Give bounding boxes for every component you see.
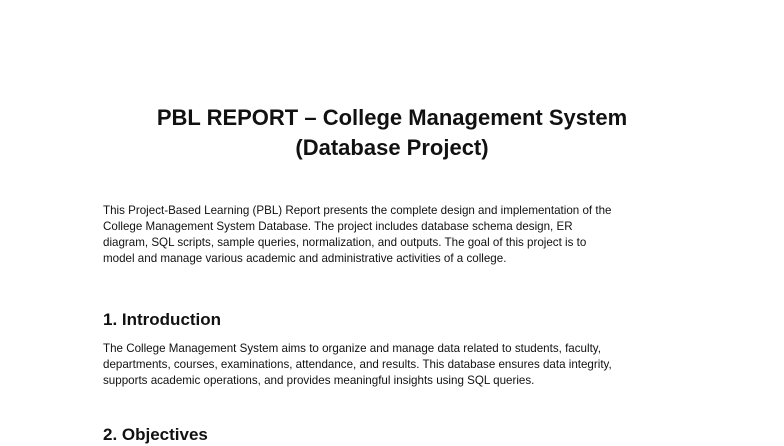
section-heading-introduction: 1. Introduction xyxy=(103,310,222,329)
document-title-line-1: PBL REPORT – College Management System xyxy=(156,105,628,130)
introduction-line: The College Management System aims to organize and manage data related to students, faculty, xyxy=(103,342,601,355)
intro-line: This Project-Based Learning (PBL) Report presents the complete design and implementation of the xyxy=(103,204,612,217)
document-title-line-2: (Database Project) xyxy=(295,135,489,160)
intro-line: model and manage various academic and administrative activities of a college. xyxy=(103,252,507,265)
section-heading-objectives: 2. Objectives xyxy=(103,425,208,444)
introduction-paragraph xyxy=(103,341,693,389)
intro-line: diagram, SQL scripts, sample queries, normalization, and outputs. The goal of this project is to xyxy=(103,236,587,249)
intro-paragraph xyxy=(103,203,693,267)
introduction-line: supports academic operations, and provides meaningful insights using SQL queries. xyxy=(103,374,535,387)
introduction-line: departments, courses, examinations, attendance, and results. This database ensures data integrity, xyxy=(103,358,612,371)
intro-line: College Management System Database. The project includes database schema design, ER xyxy=(103,220,573,233)
